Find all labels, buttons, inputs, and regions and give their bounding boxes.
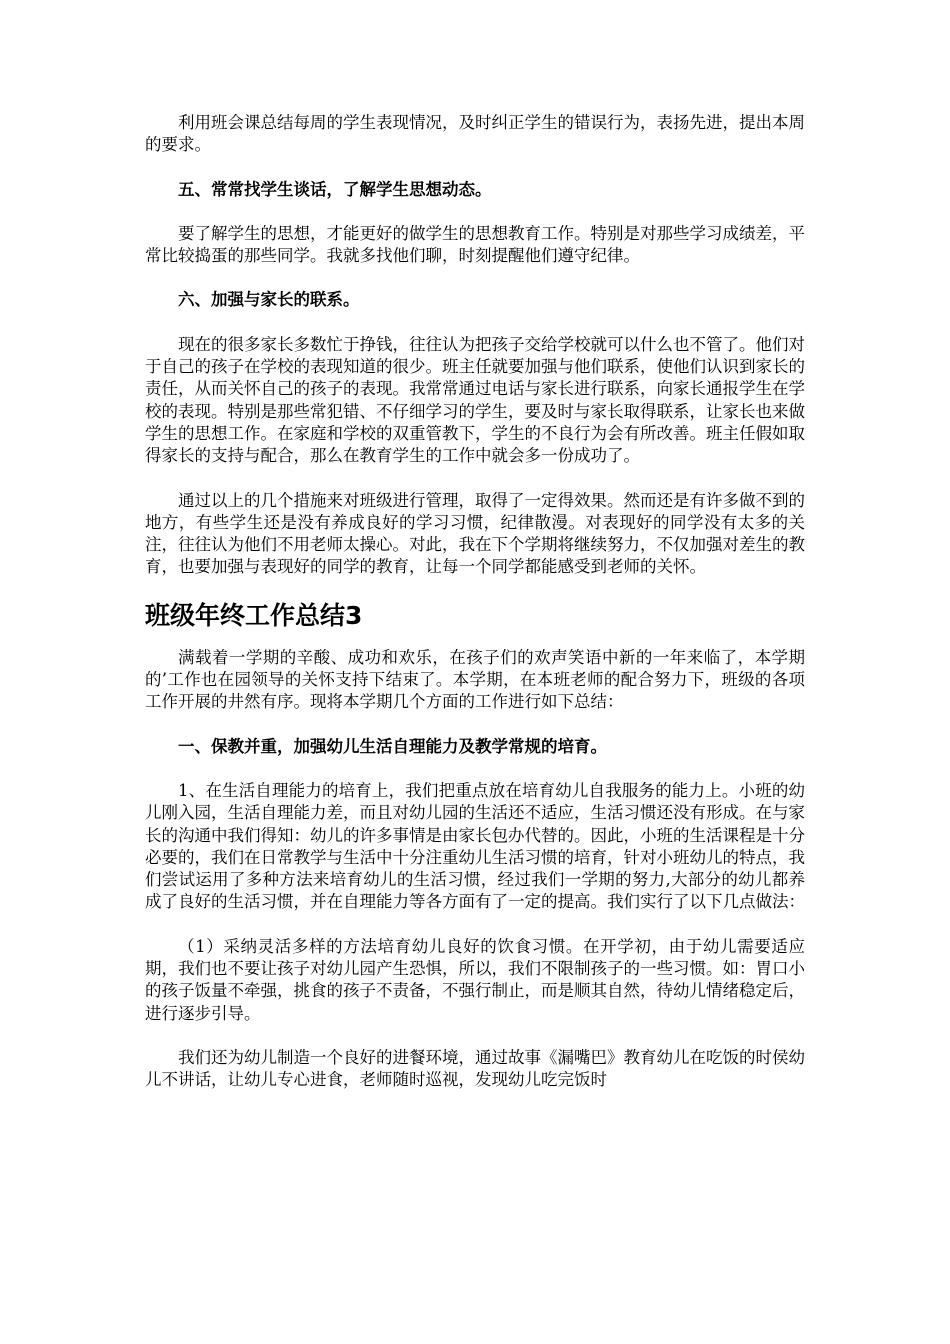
section-heading: 一、保教并重，加强幼儿生活自理能力及教学常规的培育。	[178, 736, 607, 756]
paragraph: 满载着一学期的辛酸、成功和欢乐，在孩子们的欢声笑语中新的一年来临了，本学期的’工作也在园领导的关怀支持下结束了。本学期，在本班老师的配合努力下，班级的各项工作开展的井然有序。现将本学期几个方面的工作进行如下总结：	[145, 647, 805, 712]
paragraph: 1、在生活自理能力的培育上，我们把重点放在培育幼儿自我服务的能力上。小班的幼儿刚入园，生活自理能力差，而且对幼儿园的生活还不适应，生活习惯还没有形成。在与家长的沟通中我们得知：幼儿的许多事情是由家长包办代替的。因此，小班的生活课程是十分必要的，我们在日常教学与生活中十分注重幼儿生活习惯的培育，针对小班幼儿的特点，我们尝试运用了多种方法来培育幼儿的生活习惯，经过我们一学期的努力,大部分的幼儿都养成了良好的生活习惯，并在自理能力等各方面有了一定的提高。我们实行了以下几点做法：	[145, 780, 805, 912]
document-title: 班级年终工作总结3	[145, 600, 363, 630]
paragraph: 现在的很多家长多数忙于挣钱，往往认为把孩子交给学校就可以什么也不管了。他们对于自己的孩子在学校的表现知道的很少。班主任就要加强与他们联系，使他们认识到家长的责任，从而关怀自己的孩子的表现。我常常通过电话与家长进行联系，向家长通报学生在学校的表现。特别是那些常犯错、不仔细学习的学生，要及时与家长取得联系，让家长也来做学生的思想工作。在家庭和学校的双重管教下，学生的不良行为会有所改善。班主任假如取得家长的支持与配合，那么在教育学生的工作中就会多一份成功了。	[145, 334, 805, 466]
paragraph: 通过以上的几个措施来对班级进行管理，取得了一定得效果。然而还是有许多做不到的地方，有些学生还是没有养成良好的学习习惯，纪律散漫。对表现好的同学没有太多的关注，往往认为他们不用老师太操心。对此，我在下个学期将继续努力，不仅加强对差生的教育，也要加强与表现好的同学的教育，让每一个同学都能感受到老师的关怀。	[145, 490, 805, 577]
section-heading: 五、常常找学生谈话，了解学生思想动态。	[178, 179, 492, 199]
list-item: （1）采纳灵活多样的方法培育幼儿良好的饮食习惯。在开学初，由于幼儿需要适应期，我们也不要让孩子对幼儿园产生恐惧，所以，我们不限制孩子的一些习惯。如：胃口小的孩子饭量不牵强，挑食的孩子不责备，不强行制止，而是顺其自然，待幼儿情绪稳定后，进行逐步引导。	[145, 936, 805, 1023]
document-page	[145, 112, 805, 1114]
paragraph: 我们还为幼儿制造一个良好的进餐环境，通过故事《漏嘴巴》教育幼儿在吃饭的时侯幼儿不讲话，让幼儿专心进食，老师随时巡视，发现幼儿吃完饭时	[145, 1047, 805, 1090]
paragraph: 利用班会课总结每周的学生表现情况，及时纠正学生的错误行为，表扬先进，提出本周的要求。	[145, 113, 805, 155]
paragraph: 要了解学生的思想，才能更好的做学生的思想教育工作。特别是对那些学习成绩差，平常比较捣蛋的那些同学。我就多找他们聊，时刻提醒他们遵守纪律。	[145, 223, 805, 266]
section-heading: 六、加强与家长的联系。	[178, 290, 360, 310]
